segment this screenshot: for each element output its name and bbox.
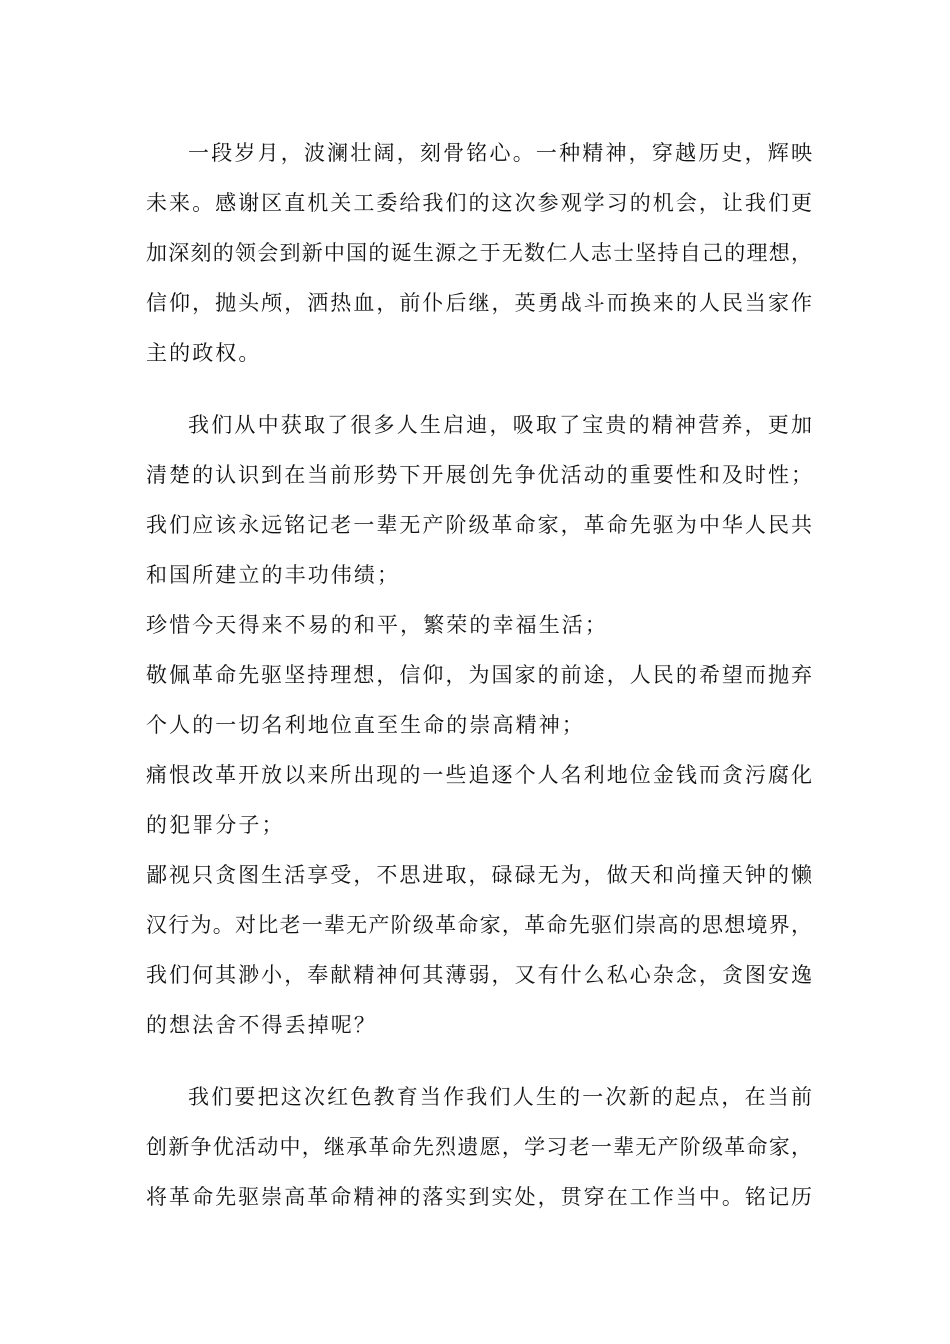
paragraph-gap [146,378,812,400]
text-line: 汉行为。对比老一辈无产阶级革命家，革命先驱们崇高的思想境界， [146,913,812,937]
text-line: 加深刻的领会到新中国的诞生源之于无数仁人志士坚持自己的理想， [146,241,812,265]
text-line: 我们要把这次红色教育当作我们人生的一次新的起点，在当前 [188,1085,812,1109]
text-line: 鄙视只贪图生活享受，不思进取，碌碌无为，做天和尚撞天钟的懒 [146,863,812,887]
text-line: 我们何其渺小，奉献精神何其薄弱，又有什么私心杂念，贪图安逸 [146,963,812,987]
paragraph-2 [146,400,812,1050]
text-line: 我们从中获取了很多人生启迪，吸取了宝贵的精神营养，更加 [188,413,812,437]
text-line: 一段岁月，波澜壮阔，刻骨铭心。一种精神，穿越历史，辉映 [188,141,812,165]
text-line: 痛恨改革开放以来所出现的一些追逐个人名利地位金钱而贪污腐化 [146,763,812,787]
paragraph-1 [146,128,812,378]
text-line: 的犯罪分子； [146,813,285,837]
text-line: 未来。感谢区直机关工委给我们的这次参观学习的机会，让我们更 [146,191,812,215]
text-line: 我们应该永远铭记老一辈无产阶级革命家，革命先驱为中华人民共 [146,513,812,537]
text-line: 和国所建立的丰功伟绩； [146,563,401,587]
text-line: 的想法舍不得丢掉呢？ [146,1013,377,1037]
text-line: 主的政权。 [146,341,262,365]
text-line: 将革命先驱崇高革命精神的落实到实处，贯穿在工作当中。铭记历 [146,1185,812,1209]
text-line: 创新争优活动中，继承革命先烈遗愿，学习老一辈无产阶级革命家， [146,1135,812,1159]
document-body [146,128,812,1222]
text-line: 珍惜今天得来不易的和平，繁荣的幸福生活； [146,613,608,637]
paragraph-gap [146,1050,812,1072]
text-line: 敬佩革命先驱坚持理想，信仰，为国家的前途，人民的希望而抛弃 [146,663,812,687]
text-line: 信仰，抛头颅，洒热血，前仆后继，英勇战斗而换来的人民当家作 [146,291,812,315]
text-line: 清楚的认识到在当前形势下开展创先争优活动的重要性和及时性； [146,463,812,487]
paragraph-3 [146,1072,812,1222]
text-line: 个人的一切名利地位直至生命的崇高精神； [146,713,585,737]
